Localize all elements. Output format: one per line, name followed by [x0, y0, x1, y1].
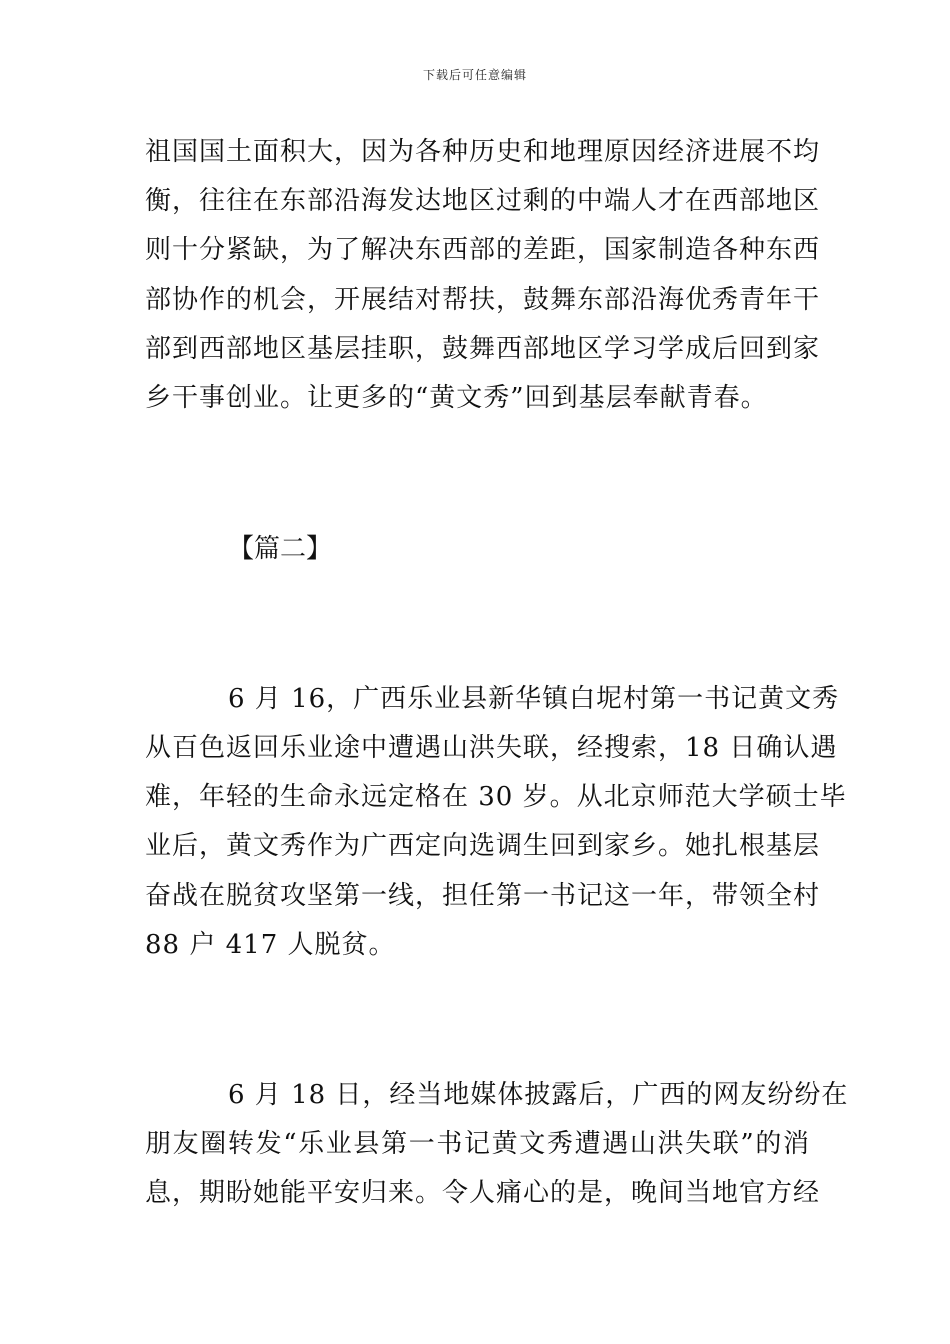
paragraph-3-line-3: 息，期盼她能平安归来。令人痛心的是，晚间当地官方经: [145, 1178, 821, 1208]
paragraph-1-line-5: 部到西部地区基层挂职，鼓舞西部地区学习学成后回到家: [145, 334, 821, 364]
paragraph-3-line-1: 6 月 18 日，经当地媒体披露后，广西的网友纷纷在: [228, 1080, 849, 1110]
section-heading: 【篇二】: [228, 534, 333, 564]
page-header: 下载后可任意编辑: [422, 68, 527, 82]
paragraph-1-line-2: 衡，往往在东部沿海发达地区过剩的中端人才在西部地区: [145, 186, 821, 216]
paragraph-2-line-5: 奋战在脱贫攻坚第一线，担任第一书记这一年，带领全村: [145, 881, 821, 911]
paragraph-3-line-2: 朋友圈转发“乐业县第一书记黄文秀遭遇山洪失联”的消: [145, 1129, 810, 1159]
paragraph-1-line-3: 则十分紧缺，为了解决东西部的差距，国家制造各种东西: [145, 235, 821, 265]
paragraph-2-line-6: 88 户 417 人脱贫。: [145, 930, 396, 960]
paragraph-2-line-1: 6 月 16，广西乐业县新华镇白坭村第一书记黄文秀: [228, 684, 840, 714]
paragraph-2-line-2: 从百色返回乐业途中遭遇山洪失联，经搜索，18 日确认遇: [145, 733, 838, 763]
paragraph-1-line-1: 祖国国土面积大，因为各种历史和地理原因经济进展不均: [145, 137, 821, 167]
paragraph-1-line-4: 部协作的机会，开展结对帮扶，鼓舞东部沿海优秀青年干: [145, 285, 821, 315]
paragraph-2-line-4: 业后，黄文秀作为广西定向选调生回到家乡。她扎根基层: [145, 831, 821, 861]
paragraph-1-line-6: 乡干事创业。让更多的“黄文秀”回到基层奉献青春。: [145, 383, 768, 413]
paragraph-2-line-3: 难，年轻的生命永远定格在 30 岁。从北京师范大学硕士毕: [145, 782, 847, 812]
